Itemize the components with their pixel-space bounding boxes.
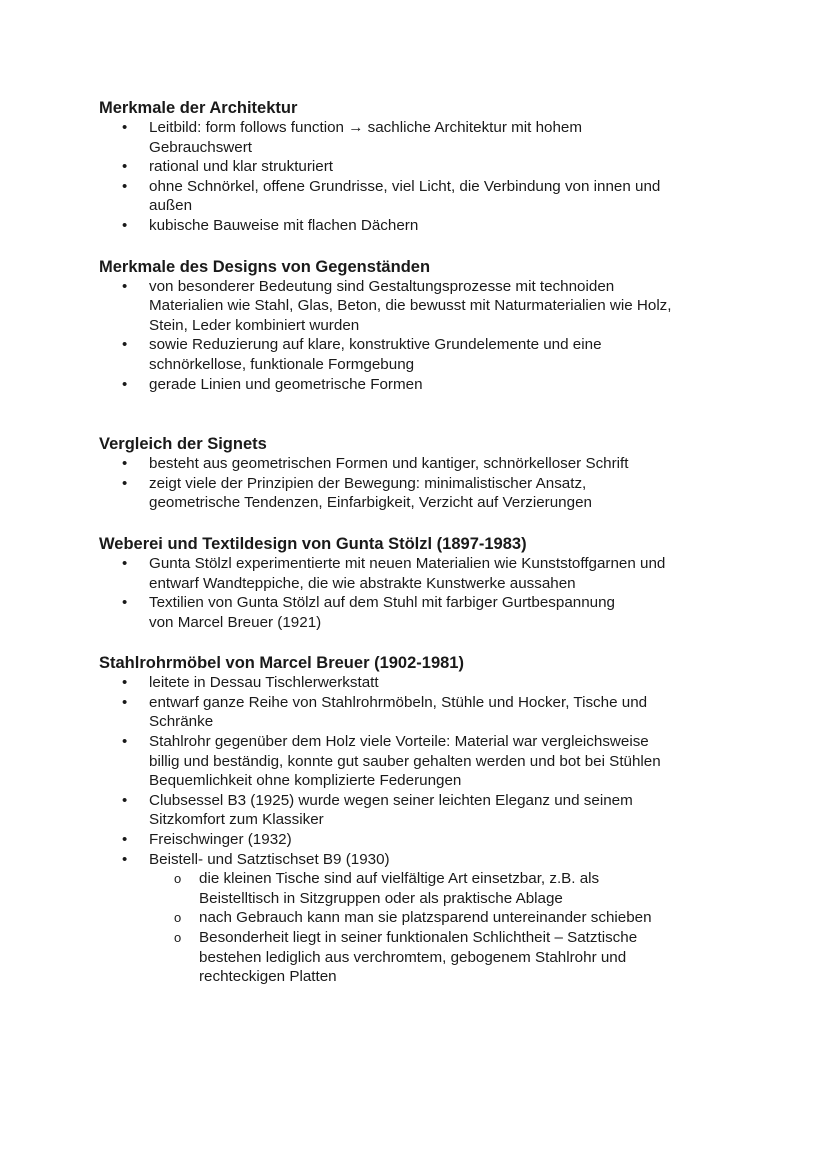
list-item: • Textilien von Gunta Stölzl auf dem Stuhl mit farbiger Gurtbespannung von Marcel Breuer (1921) bbox=[99, 593, 739, 632]
list-item: • entwarf ganze Reihe von Stahlrohrmöbeln, Stühle und Hocker, Tische und Schränke bbox=[99, 693, 739, 732]
bullet-list bbox=[99, 554, 739, 632]
section-heading: Merkmale der Architektur bbox=[99, 99, 298, 117]
section-weberei bbox=[99, 534, 739, 632]
section-signets bbox=[99, 434, 739, 513]
section-design bbox=[99, 257, 739, 395]
list-item: • kubische Bauweise mit flachen Dächern bbox=[99, 216, 739, 236]
list-item: • gerade Linien und geometrische Formen bbox=[99, 375, 739, 395]
section-heading: Weberei und Textildesign von Gunta Stölzl (1897-1983) bbox=[99, 534, 527, 553]
spacer bbox=[99, 236, 739, 257]
list-item: • Gunta Stölzl experimentierte mit neuen Materialien wie Kunststoffgarnen und entwarf Wandteppiche, die wie abstrakte Kunstwerke aussahen bbox=[99, 554, 739, 593]
bullet-list bbox=[99, 673, 739, 869]
spacer bbox=[99, 632, 739, 653]
list-item: • leitete in Dessau Tischlerwerkstatt bbox=[99, 673, 739, 693]
section-stahlrohrmoebel bbox=[99, 653, 739, 987]
sub-list-item: o die kleinen Tische sind auf vielfältige Art einsetzbar, z.B. als Beistelltisch in Sitzgruppen oder als praktische Ablage bbox=[149, 869, 739, 908]
list-item: • ohne Schnörkel, offene Grundrisse, viel Licht, die Verbindung von innen und außen bbox=[99, 177, 739, 216]
bullet-list bbox=[99, 277, 739, 395]
list-item: • Freischwinger (1932) bbox=[99, 830, 739, 850]
section-architektur bbox=[99, 98, 739, 236]
bullet-list bbox=[99, 118, 739, 236]
section-heading: Merkmale des Designs von Gegenständen bbox=[99, 257, 431, 276]
list-item: • zeigt viele der Prinzipien der Bewegung: minimalistischer Ansatz, geometrische Tendenzen, Einfarbigkeit, Verzicht auf Verzierungen bbox=[99, 474, 739, 513]
section-heading: Stahlrohrmöbel von Marcel Breuer (1902-1981) bbox=[99, 654, 464, 673]
list-item: • rational und klar strukturiert bbox=[99, 157, 739, 177]
bullet-list bbox=[99, 454, 739, 513]
section-heading: Vergleich der Signets bbox=[99, 435, 267, 454]
list-item: • Leitbild: form follows function → sachliche Architektur mit hohem Gebrauchswert bbox=[99, 118, 739, 157]
list-item: • von besonderer Bedeutung sind Gestaltungsprozesse mit technoiden Materialien wie Stahl, Glas, Beton, die bewusst mit Naturmaterialien wie Holz, Stein, Leder kombiniert wurden bbox=[99, 277, 739, 336]
spacer bbox=[99, 513, 739, 534]
list-item: • sowie Reduzierung auf klare, konstruktive Grundelemente und eine schnörkellose, funktionale Formgebung bbox=[99, 335, 739, 374]
spacer bbox=[99, 394, 739, 434]
sub-list-item: o Besonderheit liegt in seiner funktionalen Schlichtheit – Satztische bestehen lediglich aus verchromtem, gebogenem Stahlrohr und rechteckigen Platten bbox=[149, 928, 739, 987]
list-item: • Stahlrohr gegenüber dem Holz viele Vorteile: Material war vergleichsweise billig und beständig, konnte gut sauber gehalten werden und bot bei Stühlen Bequemlichkeit ohne komplizierte Federungen bbox=[99, 732, 739, 791]
list-item: • Clubsessel B3 (1925) wurde wegen seiner leichten Eleganz und seinem Sitzkomfort zum Klassiker bbox=[99, 791, 739, 830]
list-item: • besteht aus geometrischen Formen und kantiger, schnörkelloser Schrift bbox=[99, 454, 739, 474]
list-item: • Beistell- und Satztischset B9 (1930) bbox=[99, 850, 739, 870]
sub-list-item: o nach Gebrauch kann man sie platzsparend untereinander schieben bbox=[149, 908, 739, 928]
sub-bullet-list bbox=[149, 869, 739, 987]
document-page bbox=[99, 98, 739, 987]
